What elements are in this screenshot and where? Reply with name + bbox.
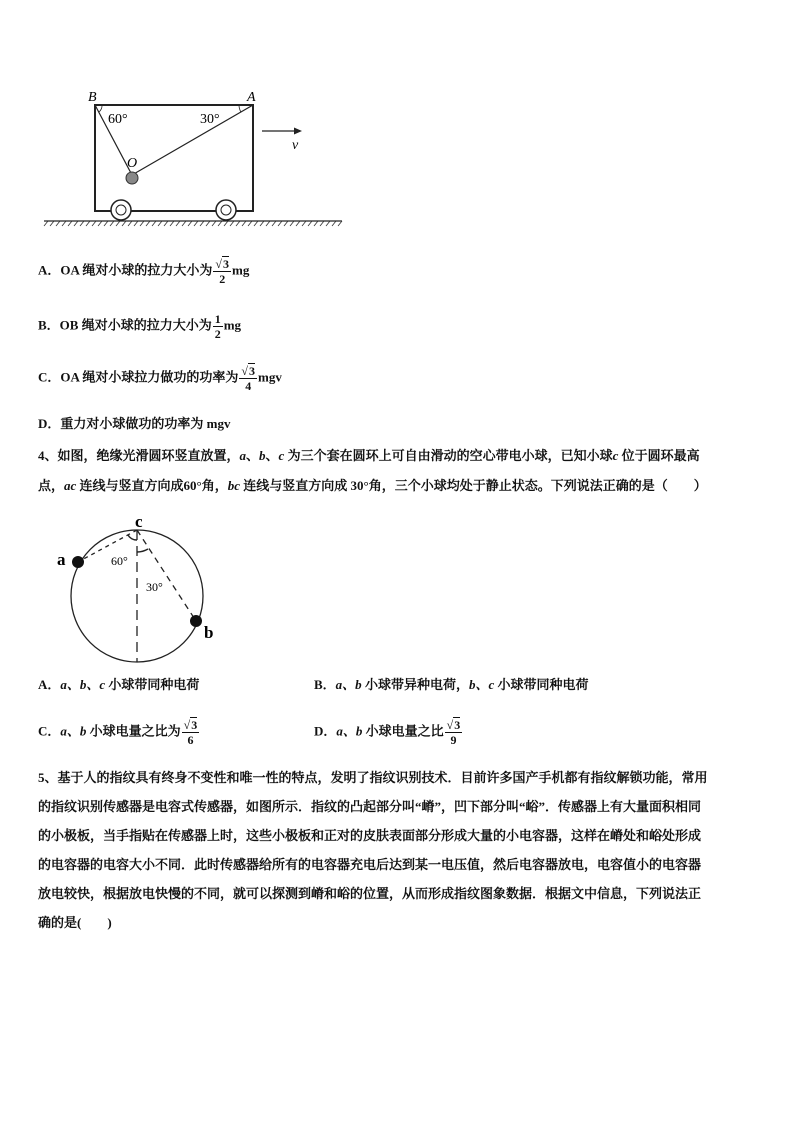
text: 小球带异种电荷， (361, 677, 469, 692)
wheel-left (111, 200, 131, 220)
line-ac (78, 530, 137, 562)
frac-den: 2 (219, 272, 226, 286)
frac-num: 3 (223, 257, 230, 271)
q5-line: 的指纹识别传感器是电容式传感器，如图所示．指纹的凸起部分叫“嵴”，凹下部分叫“峪”．传感器上有大量面积相同 (38, 799, 702, 814)
option-suffix: mg (232, 262, 250, 278)
text: 小球带同种电荷 (105, 677, 200, 692)
var: b (259, 448, 266, 463)
ring-figure (50, 510, 230, 670)
text: 连线与竖直方向成 30°角，三个小球均处于静止状态。下列说法正确的是（ ） (240, 478, 707, 493)
q3-option-c: C．OA 绳对小球拉力做功的功率为 $\frac{√3}{4}$ mgv (38, 364, 282, 393)
q5-paragraph (38, 763, 758, 937)
frac-num: 1 (214, 312, 221, 326)
label-c: c (135, 512, 143, 531)
cart-figure (40, 85, 350, 235)
label-a: a (57, 550, 66, 569)
var: ac (64, 478, 77, 493)
q5-line: 5、基于人的指纹具有终身不变性和唯一性的特点，发明了指纹识别技术．目前许多国产手机都有指纹解锁功能，常用 (38, 770, 708, 785)
var: a、b、c (60, 677, 106, 692)
text: 、 (265, 448, 279, 463)
angle-30-label: 30° (200, 112, 220, 127)
text: 连线与竖直方向成60°角， (76, 478, 228, 493)
angle-60-label: 60° (108, 112, 128, 127)
frac-num: 3 (191, 718, 198, 732)
text: 点， (38, 478, 65, 493)
option-suffix: mgv (258, 369, 282, 385)
text: 小球电量之比为 (86, 723, 181, 739)
label-v: v (292, 138, 299, 153)
rope-oa (132, 105, 253, 175)
option-text: A．OA 绳对小球的拉力大小为 (38, 262, 213, 278)
label-o: O (127, 156, 138, 171)
q4-line-1 (38, 446, 700, 466)
frac-den: 6 (187, 733, 194, 747)
q4-option-d: D．a、b 小球电量之比 $\frac{√3}{9}$ (314, 718, 461, 747)
frac-den: 4 (245, 379, 252, 393)
q5-line: 的小极板，当手指贴在传感器上时，这些小极板和正对的皮肤表面部分形成大量的小电容器，这样在嵴处和峪处形成 (38, 828, 702, 843)
text: 、 (246, 448, 260, 463)
option-text: B．OB 绳对小球的拉力大小为 (38, 317, 212, 333)
q5-line: 放电较快，根据放电快慢的不同，就可以探测到嵴和峪的位置，从而形成指纹图象数据．根据文中信息，下列说法正 (38, 886, 702, 901)
text: B． (314, 677, 336, 692)
q3-option-b (38, 312, 241, 341)
frac-den: 9 (450, 733, 457, 747)
option-suffix: mg (223, 317, 242, 333)
text: D． (314, 723, 337, 739)
q5-line: 确的是( ) (38, 915, 112, 930)
var: c (612, 448, 619, 463)
var: a、b (336, 723, 363, 739)
text: 小球电量之比 (362, 723, 444, 739)
var: a、b (335, 677, 362, 692)
var: b、c (468, 677, 495, 692)
label-b: b (204, 623, 214, 642)
text: A． (38, 677, 61, 692)
ball-b (190, 615, 202, 627)
ball-a (72, 556, 84, 568)
label-a: A (247, 90, 256, 105)
q3-option-a: A．OA 绳对小球的拉力大小为 $\frac{√3}{2}$ mg (38, 257, 250, 286)
ground-hatch (44, 221, 342, 226)
frac-num: 3 (249, 364, 256, 378)
q4-line-2 (38, 476, 707, 496)
text: C． (38, 723, 61, 739)
label-b: B (88, 90, 97, 105)
var: a (239, 448, 247, 463)
q3-option-d: D．重力对小球做功的功率为 mgv (38, 416, 231, 431)
frac-den: 2 (214, 327, 221, 341)
text: 为三个套在圆环上可自由滑动的空心带电小球，已知小球 (284, 448, 613, 463)
ball-o (126, 172, 138, 184)
angle-30-label: 30° (146, 580, 163, 594)
var: c (278, 448, 285, 463)
text: 位于圆环最高 (618, 448, 700, 463)
q4-option-c: C．a、b 小球电量之比为 $\frac{√3}{6}$ (38, 718, 198, 747)
frac-num: 3 (454, 718, 461, 732)
option-text: C．OA 绳对小球拉力做功的功率为 (38, 369, 239, 385)
q4-option-a (38, 675, 199, 695)
q4-option-b (314, 675, 589, 695)
var: bc (227, 478, 241, 493)
angle-60-label: 60° (111, 554, 128, 568)
var: a、b (60, 723, 87, 739)
line-bc (137, 530, 196, 621)
wheel-right (216, 200, 236, 220)
q5-line: 的电容器的电容大小不同．此时传感器给所有的电容器充电后达到某一电压值，然后电容器放电，电容值小的电容器 (38, 857, 702, 872)
text: 小球带同种电荷 (494, 677, 589, 692)
text: 4、如图，绝缘光滑圆环竖直放置， (38, 448, 240, 463)
